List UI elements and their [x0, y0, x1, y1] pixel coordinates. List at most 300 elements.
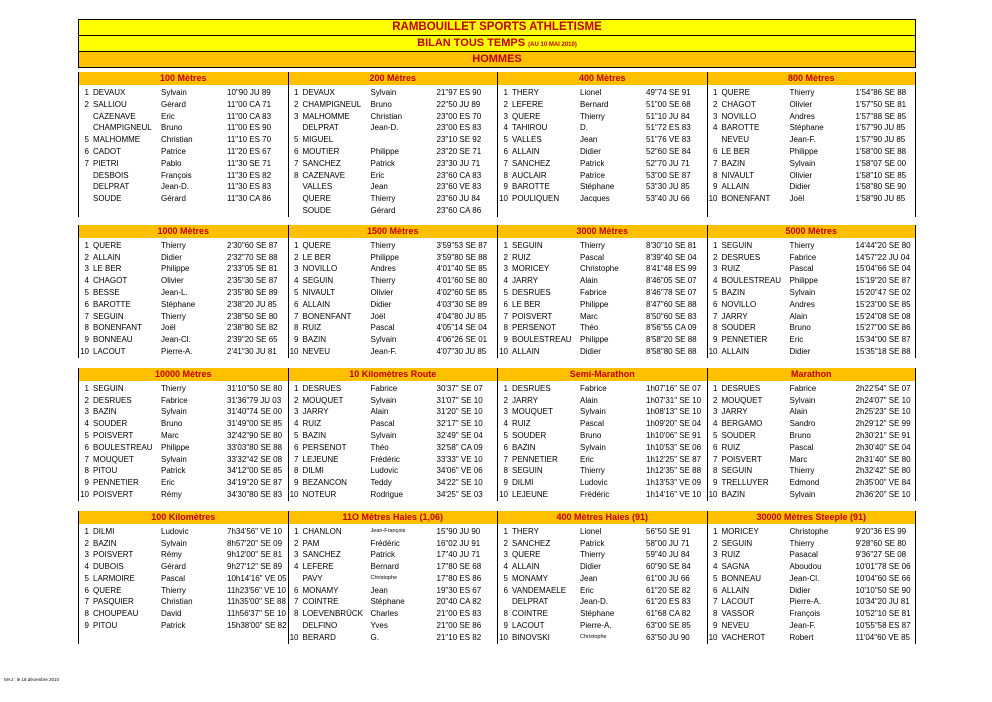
rank: 5 — [294, 135, 299, 145]
first-name: Jean-François — [370, 527, 406, 534]
rank: 7 — [84, 311, 89, 321]
first-name: Gérard — [161, 562, 186, 572]
rank: 9 — [294, 335, 299, 345]
first-name: François — [789, 609, 821, 619]
performance: 31'20" SE 10 — [436, 407, 483, 417]
event-title: 3000 Mètres — [497, 225, 707, 238]
first-name: Joël — [370, 311, 386, 321]
ranking-row — [708, 122, 916, 134]
first-name: Thierry — [580, 466, 605, 476]
last-name: MOUTIER — [302, 146, 340, 156]
first-name: Philippe — [580, 299, 609, 309]
first-name: Edmond — [789, 478, 820, 488]
last-name: SOUDER — [721, 323, 756, 333]
first-name: Patrick — [370, 158, 395, 168]
first-name: Pierre-A. — [161, 346, 193, 356]
performance: 11"30 ES 83 — [227, 182, 272, 192]
rank: 7 — [713, 311, 718, 321]
first-name: Marc — [161, 430, 179, 440]
last-name: CHAMPIGNEUL — [302, 99, 362, 109]
ranking-row — [708, 561, 916, 573]
last-name: VALLES — [302, 182, 333, 192]
ranking-row — [498, 585, 707, 597]
first-name: Stéphane — [370, 597, 405, 607]
performance: 4'05"14 SE 04 — [436, 323, 488, 333]
performance: 61"20 ES 83 — [646, 597, 691, 607]
first-name: Eric — [580, 585, 594, 595]
ranking-row — [708, 406, 916, 418]
ranking-row — [498, 477, 707, 489]
ranking-row — [708, 87, 916, 99]
ranking-row — [708, 596, 916, 608]
event-ranking — [707, 524, 917, 644]
ranking-row — [498, 573, 707, 585]
ranking-row — [289, 99, 498, 111]
performance: 1'57"90 JU 85 — [855, 135, 906, 145]
rank: 6 — [713, 442, 718, 452]
performance: 1'57"90 JU 85 — [855, 123, 906, 133]
last-name: BAZIN — [721, 489, 746, 499]
ranking-row — [79, 299, 288, 311]
last-name: QUERE — [93, 585, 122, 595]
rank: 8 — [294, 466, 299, 476]
last-name: NOVILLO — [302, 264, 338, 274]
first-name: Olivier — [789, 170, 813, 180]
performance: 8'46"78 SE 07 — [646, 287, 697, 297]
performance: 1h10'06" SE 91 — [646, 430, 702, 440]
last-name: POISVERT — [721, 454, 762, 464]
ranking-row — [79, 275, 288, 287]
rank: 7 — [294, 454, 299, 464]
first-name: Philippe — [161, 442, 190, 452]
last-name: DESRUES — [721, 252, 761, 262]
performance: 10"90 JU 89 — [227, 88, 271, 97]
last-name: VALLES — [512, 135, 542, 145]
ranking-row — [289, 526, 498, 538]
ranking-row — [708, 418, 916, 430]
ranking-row — [79, 322, 288, 334]
last-name: QUERE — [93, 240, 122, 250]
ranking-row — [289, 430, 498, 442]
first-name: Jean-F. — [789, 135, 816, 145]
ranking-row — [498, 322, 707, 334]
ranking-row — [289, 632, 498, 644]
first-name: Frédéric — [580, 489, 610, 499]
last-name: SANCHEZ — [302, 550, 341, 560]
performance: 51"10 JU 84 — [646, 111, 690, 121]
last-name: DUBOIS — [93, 562, 124, 572]
ranking-row — [289, 489, 498, 501]
first-name: Bruno — [789, 430, 811, 440]
last-name: QUERE — [302, 194, 331, 204]
performance: 15'04"66 SE 04 — [855, 264, 911, 274]
last-name: SEGUIN — [721, 240, 753, 250]
performance: 63"00 SE 85 — [646, 621, 691, 631]
last-name: MALHOMME — [302, 111, 350, 121]
rank: 10 — [499, 194, 508, 204]
rank: 3 — [294, 111, 299, 121]
ranking-row — [708, 573, 916, 585]
rank: 6 — [84, 146, 89, 156]
rank: 4 — [503, 562, 508, 572]
ranking-row — [708, 99, 916, 111]
last-name: BERARD — [302, 632, 336, 642]
performance: 10'01"78 SE 06 — [855, 562, 911, 572]
rank: 6 — [713, 146, 718, 156]
performance: 23"60 CA 83 — [436, 170, 482, 180]
rank: 6 — [294, 442, 299, 452]
first-name: Philippe — [370, 146, 399, 156]
ranking-row — [708, 383, 916, 395]
last-name: ALLAIN — [721, 585, 750, 595]
performance: 32'17" SE 10 — [436, 419, 483, 429]
first-name: Thierry — [789, 240, 815, 250]
ranking-row — [708, 240, 916, 252]
rank: 3 — [713, 264, 718, 274]
last-name: SANCHEZ — [512, 538, 551, 548]
ranking-row — [708, 252, 916, 264]
performance: 23"10 SE 92 — [436, 135, 482, 145]
last-name: NOVILLO — [721, 299, 757, 309]
last-name: PITOU — [93, 621, 118, 631]
performance: 52"70 JU 71 — [646, 158, 690, 168]
first-name: Bruno — [161, 419, 183, 429]
performance: 14'57"22 JU 04 — [855, 252, 910, 262]
last-name: LARMOIRE — [93, 573, 135, 583]
first-name: Bruno — [370, 99, 392, 109]
performance: 4'01"40 SE 85 — [436, 264, 488, 274]
rank: 4 — [84, 562, 89, 572]
performance: 1'58"90 JU 85 — [855, 194, 906, 204]
first-name: Thierry — [789, 466, 815, 476]
performance: 11h56'37" SE 10 — [227, 609, 286, 619]
last-name: SEGUIN — [721, 466, 753, 476]
first-name: Patrice — [580, 170, 605, 180]
ranking-row — [708, 346, 916, 358]
first-name: Théo — [580, 323, 599, 333]
last-name: PITOU — [93, 466, 118, 476]
last-name: RUIZ — [512, 252, 531, 262]
performance: 51"72 ES 83 — [646, 123, 691, 133]
first-name: Aboudou — [789, 562, 822, 572]
ranking-row — [498, 538, 707, 550]
ranking-row — [289, 334, 498, 346]
first-name: Yves — [370, 621, 388, 631]
first-name: Frédéric — [370, 538, 400, 548]
ranking-row — [289, 383, 498, 395]
first-name: Jean — [580, 135, 598, 145]
ranking-row — [708, 538, 916, 550]
ranking-row — [289, 620, 498, 632]
performance: 11h35'00" SE 88 — [227, 597, 286, 607]
rank: 6 — [84, 299, 89, 309]
event-title: 100 Kilomètres — [78, 511, 288, 524]
performance: 2h35'00" VE 84 — [855, 478, 911, 488]
first-name: Thierry — [370, 276, 396, 286]
first-name: Robert — [789, 632, 814, 642]
first-name: Thierry — [789, 538, 815, 548]
last-name: RUIZ — [302, 323, 322, 333]
performance: 2h25'23" SE 10 — [855, 407, 911, 417]
performance: 1h12'35" SE 88 — [646, 466, 702, 476]
performance: 4'03"30 SE 89 — [436, 299, 488, 309]
performance: 1'58"07 SE 00 — [855, 158, 907, 168]
ranking-row — [289, 477, 498, 489]
first-name: David — [161, 609, 182, 619]
rank: 6 — [294, 299, 299, 309]
last-name: BONENFANT — [93, 323, 142, 333]
first-name: Thierry — [161, 240, 186, 250]
first-name: Thierry — [161, 585, 186, 595]
event-ranking — [497, 524, 707, 644]
ranking-row — [708, 489, 916, 501]
ranking-row — [498, 287, 707, 299]
performance: 56"50 SE 91 — [646, 526, 691, 536]
last-name: LOEVENBRÜCK — [302, 609, 363, 619]
event-title: 1000 Mètres — [78, 225, 288, 238]
performance: 32'58" CA 09 — [436, 442, 483, 452]
performance: 1h09'20" SE 04 — [646, 419, 702, 429]
first-name: Pascal — [789, 264, 814, 274]
performance: 8h57'20" SE 09 — [227, 538, 283, 548]
last-name: BAROTTE — [512, 182, 550, 192]
last-name: MOUQUET — [721, 395, 763, 405]
first-name: Alain — [580, 395, 598, 405]
performance: 21"00 ES 83 — [436, 609, 482, 619]
ranking-row — [79, 418, 288, 430]
ranking-row — [708, 181, 916, 193]
ranking-row — [708, 322, 916, 334]
rank: 3 — [84, 407, 89, 417]
rank: 10 — [289, 632, 299, 642]
performance: 2'38"80 SE 82 — [227, 323, 278, 333]
last-name: DILMI — [512, 478, 534, 488]
last-name: DESRUES — [512, 383, 551, 393]
bilan-title — [78, 35, 916, 51]
event-ranking — [497, 381, 707, 501]
first-name: Rémy — [161, 489, 182, 499]
ranking-row — [498, 430, 707, 442]
rank: 5 — [503, 573, 508, 583]
performance: 15"90 JU 90 — [436, 526, 481, 536]
first-name: Lionel — [580, 526, 602, 536]
rank: 6 — [503, 299, 508, 309]
rank: 3 — [503, 111, 508, 121]
first-name: Patrick — [161, 466, 186, 476]
first-name: Pierre-A. — [789, 597, 822, 607]
first-name: Bernard — [370, 562, 399, 572]
first-name: Joël — [789, 194, 805, 204]
ranking-row — [498, 275, 707, 287]
ranking-row — [289, 134, 498, 146]
last-name: PERSENOT — [512, 323, 557, 333]
first-name: Sylvain — [580, 442, 606, 452]
last-name: POISVERT — [93, 430, 134, 440]
rank: 6 — [294, 146, 299, 156]
ranking-row — [708, 430, 916, 442]
last-name: SOUDE — [93, 194, 122, 204]
first-name: Christophe — [789, 526, 829, 536]
first-name: Rodrigue — [370, 489, 403, 499]
ranking-row — [498, 252, 707, 264]
performance: 34'12"00 SE 85 — [227, 466, 283, 476]
first-name: Stéphane — [580, 182, 615, 192]
performance: 32'49" SE 04 — [436, 430, 483, 440]
first-name: Alain — [370, 407, 389, 417]
first-name: Eric — [161, 478, 175, 488]
rank: 1 — [713, 383, 718, 393]
first-name: Christophe — [580, 633, 607, 640]
rank: 4 — [294, 276, 299, 286]
performance: 15'23"00 SE 85 — [855, 299, 911, 309]
last-name: LACOUT — [512, 621, 545, 631]
ranking-row — [79, 526, 288, 538]
performance: 9h27'12" SE 89 — [227, 562, 283, 572]
ranking-row — [79, 346, 288, 358]
ranking-row — [498, 418, 707, 430]
first-name: Sylvain — [161, 454, 187, 464]
last-name: PENNETIER — [721, 335, 768, 345]
ranking-row — [498, 181, 707, 193]
ranking-row — [498, 383, 707, 395]
performance: 2'39"20 SE 65 — [227, 335, 278, 345]
ranking-row — [289, 585, 498, 597]
performance: 1h12'25" SE 87 — [646, 454, 702, 464]
rank: 2 — [84, 395, 89, 405]
first-name: Thierry — [789, 88, 815, 97]
rank: 2 — [84, 538, 89, 548]
performance: 17"40 JU 71 — [436, 550, 481, 560]
first-name: Patrice — [161, 146, 186, 156]
first-name: Sylvain — [161, 88, 187, 97]
ranking-row — [498, 99, 707, 111]
first-name: Thierry — [161, 383, 186, 393]
rank: 4 — [713, 562, 718, 572]
ranking-row — [79, 608, 288, 620]
first-name: Thierry — [580, 240, 605, 250]
last-name: SEGUIN — [93, 311, 124, 321]
ranking-row — [498, 406, 707, 418]
performance: 34'25" SE 03 — [436, 489, 483, 499]
performance: 2h30'40" SE 04 — [855, 442, 911, 452]
last-name: DESRUES — [721, 383, 761, 393]
first-name: Teddy — [370, 478, 392, 488]
rank: 9 — [713, 335, 718, 345]
last-name: VACHEROT — [721, 632, 766, 642]
first-name: Sandro — [789, 419, 816, 429]
last-name: DESRUES — [302, 383, 342, 393]
performance: 11"00 ES 90 — [227, 123, 272, 133]
first-name: Bernard — [580, 99, 609, 109]
performance: 53"40 JU 66 — [646, 194, 690, 204]
rank: 2 — [294, 252, 299, 262]
ranking-row — [708, 442, 916, 454]
last-name: QUERE — [721, 88, 750, 97]
first-name: Pascal — [580, 419, 605, 429]
last-name: SEGUIN — [302, 276, 334, 286]
rank: 7 — [294, 158, 299, 168]
performance: 21"00 SE 86 — [436, 621, 482, 631]
ranking-row — [289, 573, 498, 585]
performance: 10'04"60 SE 66 — [855, 573, 911, 583]
performance: 7h34'56" VE 10 — [227, 526, 283, 536]
ranking-row — [79, 111, 288, 123]
rank: 8 — [294, 170, 299, 180]
ranking-row — [289, 418, 498, 430]
last-name: LACOUT — [93, 346, 126, 356]
rank: 2 — [294, 395, 299, 405]
last-name: BONNEAU — [93, 335, 133, 345]
performance: 11"20 ES 67 — [227, 146, 272, 156]
update-note: MAJ : le 18 décembre 2010 — [4, 677, 60, 682]
ranking-row — [79, 573, 288, 585]
performance: 21"10 ES 82 — [436, 632, 482, 642]
last-name: BAZIN — [93, 538, 117, 548]
ranking-row — [79, 334, 288, 346]
rank: 2 — [503, 395, 508, 405]
ranking-row — [498, 158, 707, 170]
last-name: THERY — [512, 88, 539, 97]
performance: 1'57"50 SE 81 — [855, 99, 907, 109]
last-name: PASQUIER — [93, 597, 134, 607]
performance: 2'30"60 SE 87 — [227, 240, 278, 250]
events-section — [78, 368, 916, 501]
performance: 63"50 JU 90 — [646, 632, 690, 642]
ranking-row — [79, 538, 288, 550]
performance: 20"40 CA 82 — [436, 597, 482, 607]
rank: 2 — [84, 252, 89, 262]
rank: 8 — [713, 323, 718, 333]
first-name: Marc — [580, 311, 598, 321]
ranking-row — [289, 122, 498, 134]
performance: 58"00 JU 71 — [646, 538, 690, 548]
rank: 1 — [503, 240, 508, 250]
ranking-row — [79, 585, 288, 597]
ranking-row — [289, 549, 498, 561]
ranking-row — [498, 122, 707, 134]
last-name: BERGAMO — [721, 419, 763, 429]
first-name: Stéphane — [161, 299, 196, 309]
performance: 11"30 ES 82 — [227, 170, 272, 180]
rank: 7 — [84, 454, 89, 464]
last-name: SEGUIN — [721, 538, 753, 548]
first-name: Alain — [580, 276, 598, 286]
rank: 4 — [503, 419, 508, 429]
rank: 3 — [294, 264, 299, 274]
performance: 33'33" VE 10 — [436, 454, 483, 464]
event-ranking — [707, 85, 917, 217]
ranking-row — [708, 311, 916, 323]
last-name: LE BER — [93, 264, 122, 274]
last-name: MIGUEL — [302, 135, 334, 145]
performance: 30'37" SE 07 — [436, 383, 483, 393]
first-name: Patrick — [161, 621, 186, 631]
first-name: Sylvain — [789, 287, 816, 297]
first-name: Pablo — [161, 158, 182, 168]
first-name: Sylvain — [370, 395, 397, 405]
last-name: LEFERE — [512, 99, 544, 109]
ranking-row — [79, 87, 288, 99]
ranking-row — [498, 311, 707, 323]
last-name: PENNETIER — [93, 478, 139, 488]
performance: 31'49"00 SE 85 — [227, 419, 283, 429]
rank: 9 — [84, 335, 89, 345]
performance: 61"68 CA 82 — [646, 609, 691, 619]
first-name: Thierry — [161, 311, 186, 321]
performance: 33'32"42 SE 08 — [227, 454, 283, 464]
ranking-row — [708, 632, 916, 644]
performance: 1h07'31" SE 10 — [646, 395, 702, 405]
